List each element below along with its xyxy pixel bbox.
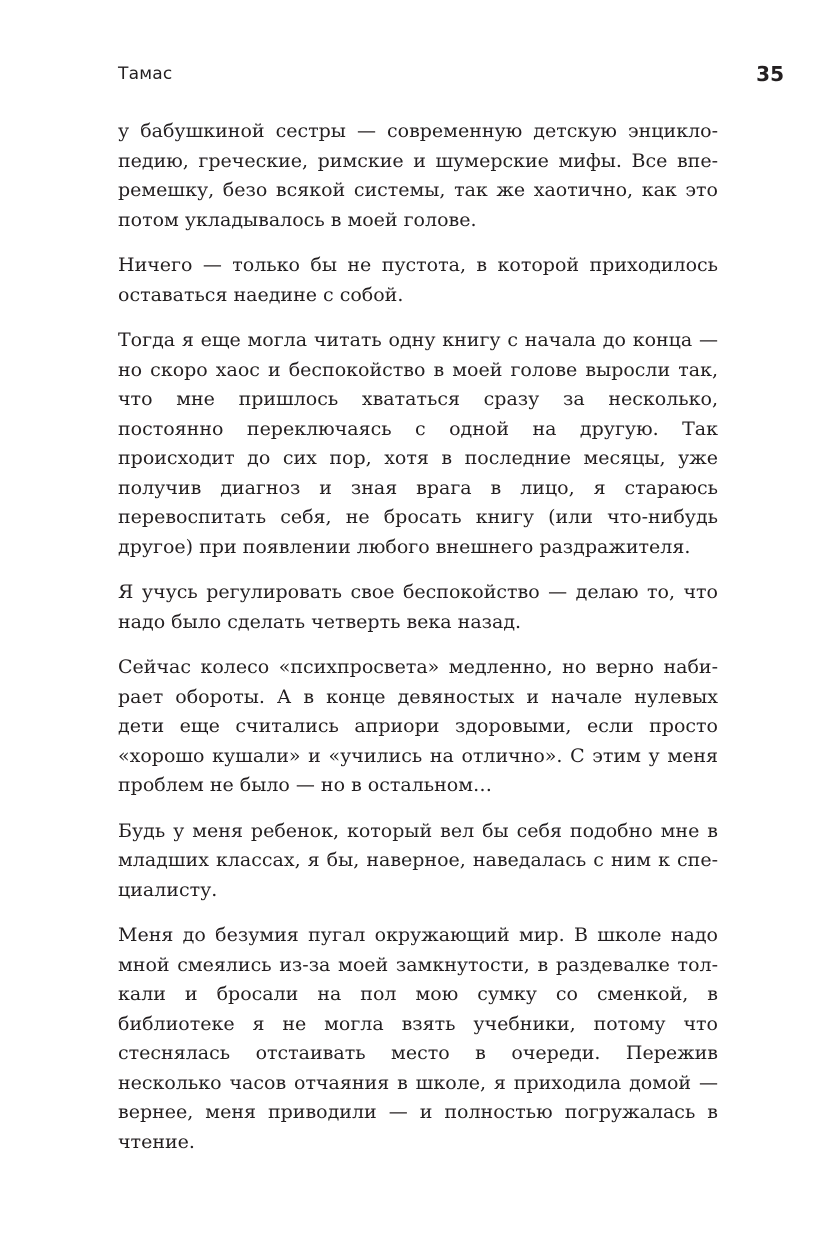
paragraph: Тогда я еще могла читать одну книгу с начала до конца — но скоро хаос и беспокойство в моей голове выросли так, что мне пришлось хвататься сразу за несколько, постоянно переключаясь с одной на другую. Так происходит до сих пор, хотя в последние месяцы, уже получив диагноз и зная врага в лицо, я стараюсь перевоспитать себя, не бросать книгу (или что-нибудь другое) при появлении любого внешнего раздражителя.: [118, 329, 718, 558]
page-number: 35: [756, 62, 784, 86]
body-text: [118, 117, 718, 1173]
paragraph: Меня до безумия пугал окружающий мир. В школе надо мной смеялись из-за моей замкнутости, в раздевалке толкали и бросали на пол мою сумку со сменкой, в библиотеке я не могла взять учебники, потому что стеснялась отстаивать место в очереди. Пережив несколько часов отчаяния в школе, я приходила домой — вернее, меня приводили — и полностью погружалась в чтение.: [118, 924, 718, 1153]
paragraph: Ничего — только бы не пустота, в которой приходилось оставаться наедине с собой.: [118, 254, 718, 306]
paragraph: Будь у меня ребенок, который вел бы себя подобно мне в младших классах, я бы, наверное, наведалась с ним к специалисту.: [118, 819, 718, 901]
paragraph: у бабушкиной сестры — современную детскую энциклопедию, греческие, римские и шумерские мифы. Все вперемешку, безо всякой системы, так же хаотично, как это потом укладывалось в моей голове.: [118, 120, 718, 231]
paragraph: Сейчас колесо «психпросвета» медленно, но верно набирает обороты. А в конце девяностых и начале нулевых дети еще считались априори здоровыми, если просто «хорошо кушали» и «учились на отлично». С этим у меня проблем не было — но в остальном…: [118, 656, 718, 796]
running-title: Тамас: [118, 64, 173, 84]
paragraph: Я учусь регулировать свое беспокойство — делаю то, что надо было сделать четверть века назад.: [118, 581, 718, 633]
